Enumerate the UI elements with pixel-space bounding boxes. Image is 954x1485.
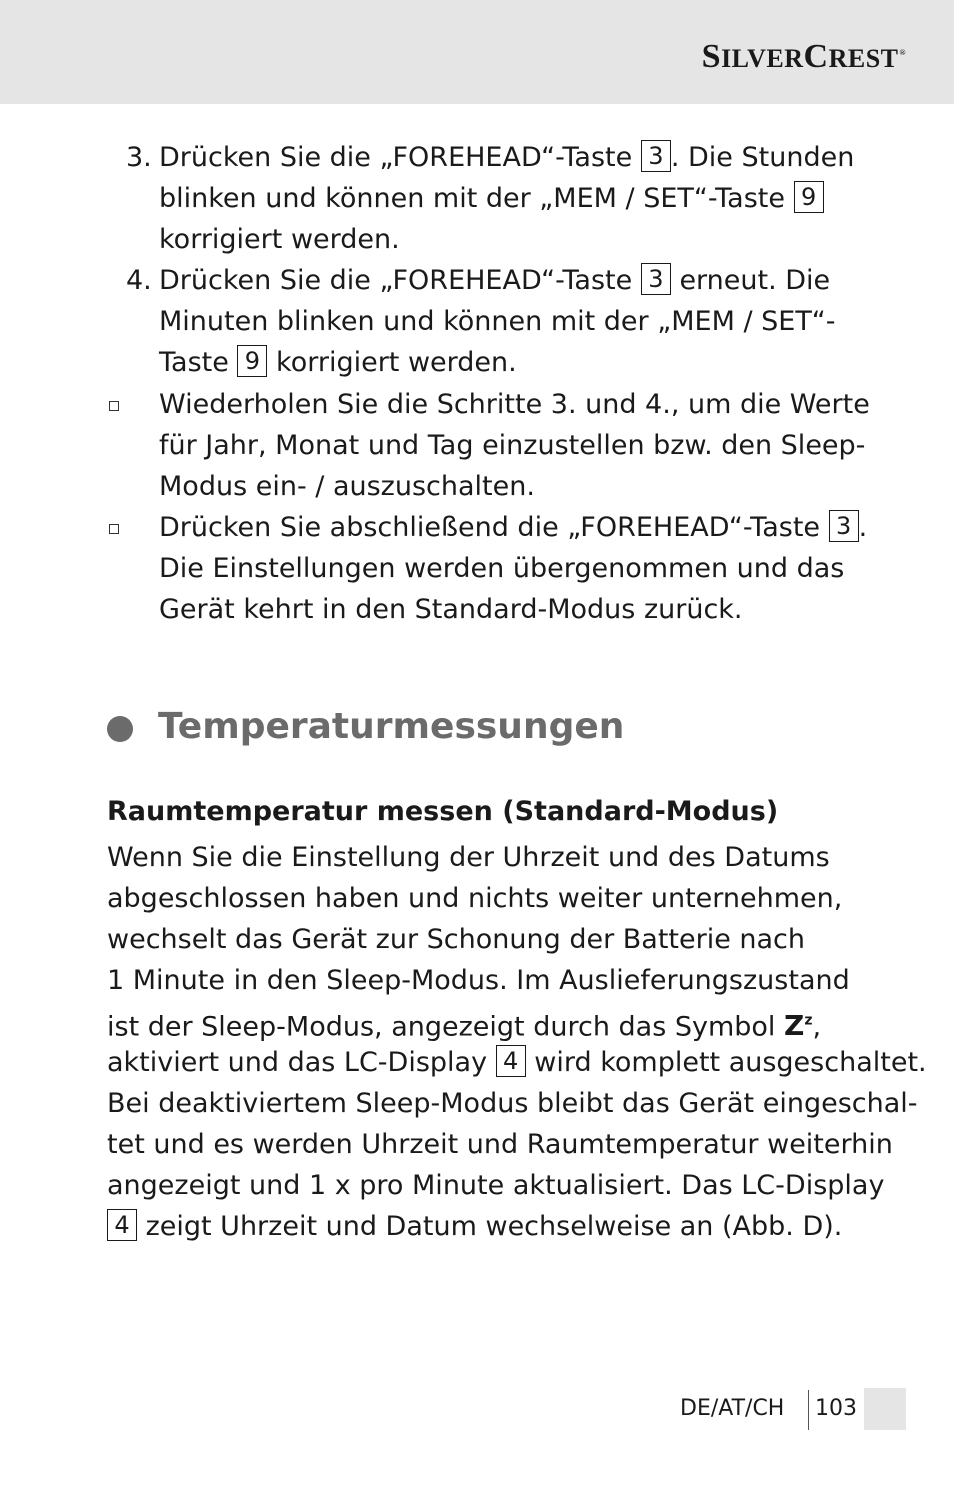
body-line: aktiviert und das LC-Display 4 wird komplett ausgeschaltet. (107, 1047, 927, 1078)
step-line: blinken und können mit der „MEM / SET“-Taste 9 (159, 178, 824, 219)
reference-box: 3 (641, 140, 671, 172)
bullet-line: Wiederholen Sie die Schritte 3. und 4., um die Werte (159, 389, 870, 420)
body-line: 1 Minute in den Sleep-Modus. Im Auslieferungszustand (107, 965, 850, 996)
step-line: korrigiert werden. (159, 224, 400, 255)
step-line: Drücken Sie die „FOREHEAD“-Taste 3 . Die Stunden (159, 142, 855, 173)
body-line: wechselt das Gerät zur Schonung der Batterie nach (107, 924, 806, 955)
footer-divider (808, 1390, 809, 1430)
body-line: 4 zeigt Uhrzeit und Datum wechselweise an (Abb. D). (107, 1206, 842, 1247)
bullet-line: Drücken Sie abschließend die „FOREHEAD“-Taste 3 . (159, 512, 868, 543)
bullet-line: Modus ein- / auszuschalten. (159, 471, 535, 502)
bullet-square-icon (109, 401, 119, 411)
step-number: 4. (126, 265, 152, 296)
sleep-mode-icon: $Z^z$ (784, 1009, 813, 1043)
bullet-square-icon (109, 524, 119, 534)
step-line: Taste 9 korrigiert werden. (159, 347, 517, 378)
footer-tab-marker (864, 1388, 906, 1430)
reference-box: 9 (794, 181, 824, 213)
body-line: Wenn Sie die Einstellung der Uhrzeit und des Datums (107, 842, 830, 873)
subsection-title: Raumtemperatur messen (Standard-Modus) (107, 796, 779, 827)
reference-box: 4 (107, 1209, 137, 1241)
step-line: Minuten blinken und können mit der „MEM / SET“- (159, 306, 836, 337)
footer-language: DE/AT/CH (680, 1396, 785, 1421)
brand-logo: SILVERCREST® (701, 38, 906, 75)
body-line: angezeigt und 1 x pro Minute aktualisiert. Das LC-Display (107, 1170, 885, 1201)
reference-box: 3 (829, 510, 859, 542)
page-number: 103 (815, 1396, 857, 1421)
bullet-line: Gerät kehrt in den Standard-Modus zurück. (159, 594, 743, 625)
bullet-line: für Jahr, Monat und Tag einzustellen bzw. den Sleep- (159, 430, 866, 461)
reference-box: 3 (641, 263, 671, 295)
page-header (0, 0, 954, 104)
body-line: tet und es werden Uhrzeit und Raumtemperatur weiterhin (107, 1129, 893, 1160)
section-title: Temperaturmessungen (158, 706, 625, 747)
body-line: Bei deaktiviertem Sleep-Modus bleibt das Gerät eingeschal- (107, 1088, 918, 1119)
reference-box: 4 (496, 1045, 526, 1077)
body-line: ist der Sleep-Modus, angezeigt durch das Symbol $Z^z$, (107, 1009, 822, 1043)
bullet-line: Die Einstellungen werden übergenommen und das (159, 553, 845, 584)
reference-box: 9 (237, 345, 267, 377)
section-bullet-dot-icon (107, 716, 133, 742)
step-number: 3. (126, 142, 152, 173)
body-line: abgeschlossen haben und nichts weiter unternehmen, (107, 883, 843, 914)
step-line: Drücken Sie die „FOREHEAD“-Taste 3 erneut. Die (159, 265, 831, 296)
